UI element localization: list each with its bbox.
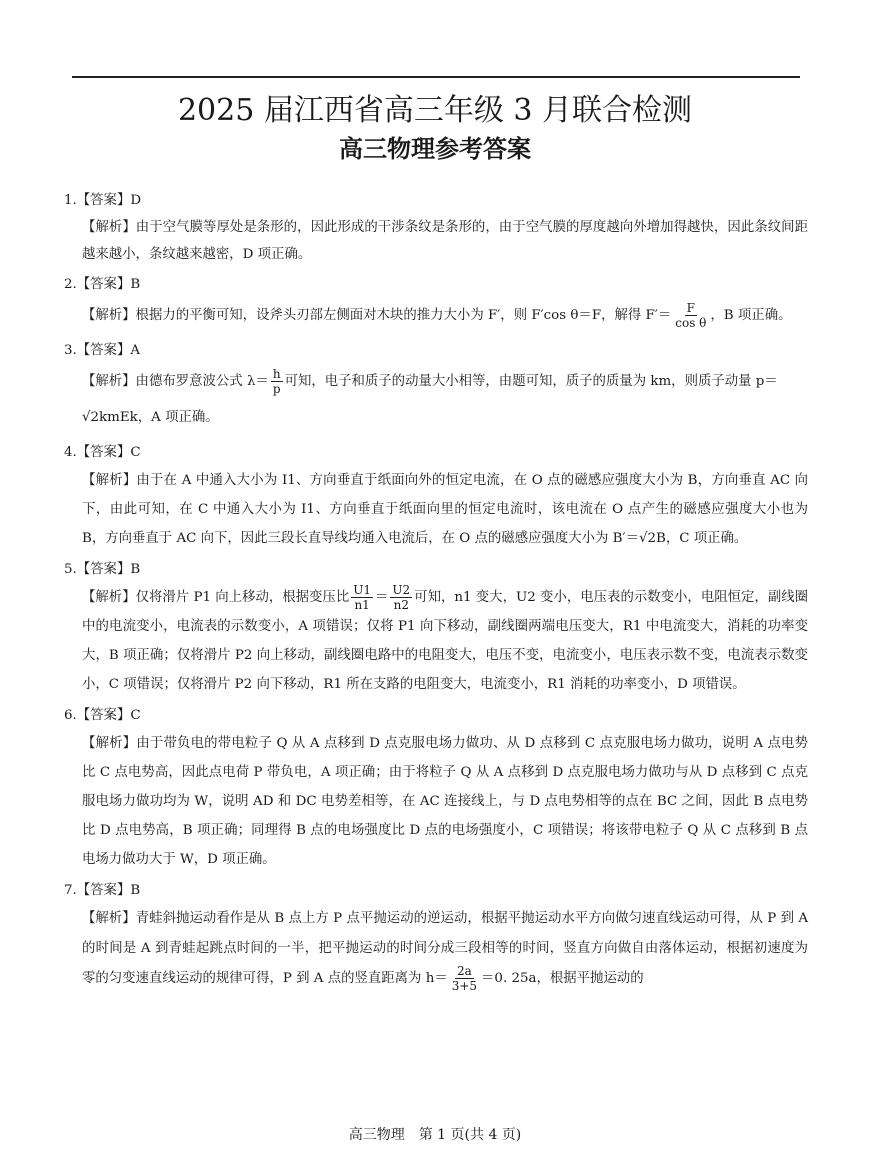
answer-label: 【答案】B	[76, 562, 141, 577]
question-5	[64, 557, 808, 699]
fraction: $\frac{U1}{n1}$	[353, 583, 371, 612]
analysis-text: 【解析】由于在 A 中通入大小为 I1、方向垂直于纸面向外的恒定电流，在 O 点的磁感应强度大小为 B，方向垂直 AC 向下，由此可知，在 C 中通入大小为 I1、方向垂直于纸面向里的恒定电流时，该电流在 O 点产生的磁感应强度大小也为 B，方向垂直于 AC 向下，因此三段长直导线均通入电流后，在 O 点的磁感应强度大小为 B′＝√2B，C 项正确。	[82, 473, 808, 546]
question-7	[64, 878, 808, 994]
question-4	[64, 440, 808, 553]
analysis-text: 【解析】由德布罗意波公式 λ＝	[82, 374, 269, 389]
answer-label: 【答案】C	[76, 445, 141, 460]
equals-sign: ＝	[375, 590, 389, 605]
answer-label: 【答案】D	[76, 193, 142, 208]
page-footer: 高三物理 第 1 页(共 4 页)	[348, 1127, 522, 1143]
analysis-text: 可知，电子和质子的动量大小相等，由题可知，质子的质量为 km，则质子动量 p＝	[284, 374, 778, 389]
answer-label: 【答案】B	[76, 883, 141, 898]
answer-list	[64, 188, 808, 994]
analysis-text: 可知，n1 变大，U2 变小，电压表的示数变小，电阻恒定，副线圈中的电流变小，电流表的示数变小，A 项错误；仅将 P1 向下移动，副线圈两端电压变大，R1 中电流变大，消耗的功率变大，B 项正确；仅将滑片 P2 向上移动，副线圈电路中的电阻变大，电压不变，电流变小，电压表示数不变，电流表示数变小，C 项错误；仅将滑片 P2 向下移动，R1 所在支路的电阻变大，电流变小，R1 消耗的功率变小，D 项错误。	[82, 590, 809, 692]
question-2	[64, 272, 808, 334]
analysis-text: ，B 项正确。	[710, 308, 792, 323]
question-number: 1.	[64, 193, 77, 208]
question-number: 4.	[64, 445, 77, 460]
page-title: 2025 届江西省高三年级 3 月联合检测	[177, 93, 693, 128]
fraction: $\frac{U2}{n2}$	[392, 583, 411, 612]
answer-label: 【答案】B	[76, 277, 141, 292]
question-number: 7.	[64, 883, 77, 898]
page-subtitle: 高三物理参考答案	[339, 135, 531, 163]
answer-label: 【答案】A	[76, 343, 141, 358]
analysis-text: 【解析】根据力的平衡可知，设斧头刃部左侧面对木块的推力大小为 F′，则 F′cos θ＝F，解得 F′＝	[82, 308, 672, 323]
analysis-text: 【解析】仅将滑片 P1 向上移动，根据变压比	[82, 590, 350, 605]
fraction: $\frac{F}{\text{cos θ}}$	[675, 301, 707, 330]
question-number: 5.	[64, 562, 77, 577]
question-number: 2.	[64, 277, 77, 292]
analysis-text: 【解析】由于带负电的带电粒子 Q 从 A 点移到 D 点克服电场力做功、从 D 点移到 C 点克服电场力做功，说明 A 点电势比 C 点电势高，因此点电荷 P 带负电，A 项正确；由于将粒子 Q 从 A 点移到 D 点克服电场力做功与从 D 点移到 C 点克服电场力做功均为 W，说明 AD 和 DC 电势差相等，在 AC 连接线上，与 D 点电势相等的点在 BC 之间，因此 B 点电势比 D 点电势高，B 项正确；同理得 B 点的电场强度比 D 点的电场强度小，C 项错误；将该带电粒子 Q 从 C 点移到 B 点电场力做功大于 W，D 项正确。	[82, 736, 808, 867]
question-3	[64, 338, 808, 436]
answer-label: 【答案】C	[76, 708, 141, 723]
question-1	[64, 188, 808, 268]
analysis-text: ＝0. 25a，根据平抛运动的	[481, 971, 644, 986]
analysis-text: 【解析】由于空气膜等厚处是条形的，因此形成的干涉条纹是条形的，由于空气膜的厚度越向外增加得越快，因此条纹间距越来越小，条纹越来越密，D 项正确。	[82, 220, 808, 262]
question-6	[64, 703, 808, 874]
top-rule	[72, 76, 800, 78]
question-number: 6.	[64, 708, 77, 723]
analysis-text: √2kmEk，A 项正确。	[82, 410, 219, 425]
fraction: $\frac{2a}{3+5}$	[451, 964, 478, 993]
analysis-text: 【解析】青蛙斜抛运动看作是从 B 点上方 P 点平抛运动的逆运动，根据平抛运动水平方向做匀速直线运动可得，从 P 到 A 的时间是 A 到青蛙起跳点时间的一半，把平抛运动的时间分成三段相等的时间，竖直方向做自由落体运动，根据初速度为零的匀变速直线运动的规律可得，P 到 A 点的竖直距离为 h＝	[82, 911, 808, 986]
fraction: $\frac{h}{p}$	[272, 367, 281, 396]
question-number: 3.	[64, 343, 77, 358]
